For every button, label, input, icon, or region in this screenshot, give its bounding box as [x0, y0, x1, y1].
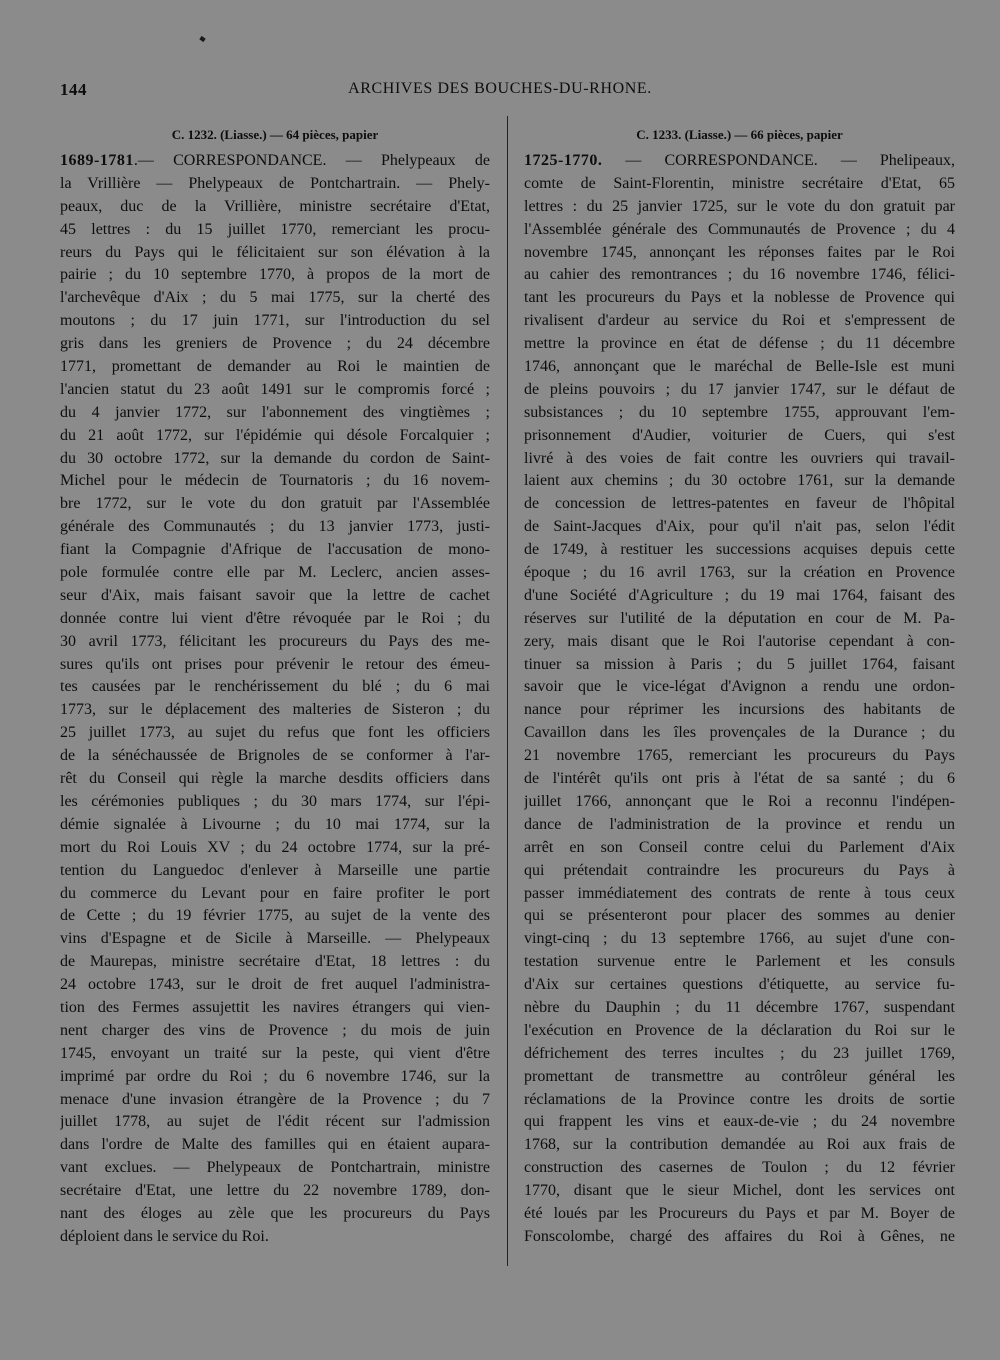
text-line: zery, mais disant que le Roi l'autorise cependant à con- [524, 632, 955, 650]
running-title: ARCHIVES DES BOUCHES-DU-RHONE. [348, 80, 652, 97]
text-line: moutons ; du 17 juin 1771, sur l'introduction du sel [60, 312, 490, 330]
text-line: nent charger des vins de Provence ; du mois de juin [60, 1021, 490, 1039]
text-line: vant exclues. — Phelypeaux de Pontchartrain, ministre [60, 1159, 490, 1177]
text-line: secrétaire d'Etat, une lettre du 22 novembre 1789, don- [60, 1182, 490, 1200]
text-line: qui frappent les vins et eaux-de-vie ; du 24 novembre [524, 1113, 955, 1131]
page-number: 144 [60, 80, 87, 99]
text-line: imprimé par ordre du Roi ; du 6 novembre 1746, sur la [60, 1067, 490, 1085]
entry-text [60, 173, 490, 1249]
text-line: l'ancien statut du 23 août 1491 sur le compromis forcé ; [60, 380, 490, 398]
text-line: réserves sur l'utilité de la députation en cour de M. Pa- [524, 609, 955, 627]
text-line: 25 juillet 1773, au sujet du refus que font les officiers [60, 724, 490, 742]
text-line: 1745, envoyant un traité sur la peste, qui vient d'être [60, 1044, 490, 1062]
text-line: Michel pour le médecin de Tournatoris ; du 16 novem- [60, 472, 490, 490]
text-line: réclamations de la Province contre les droits de sortie [524, 1090, 955, 1108]
text-line: l'Assemblée générale des Communautés de Provence ; du 4 [524, 220, 955, 238]
column-left [60, 124, 490, 1249]
entry-text [524, 173, 955, 1249]
text-line: nance pour réprimer les incursions des habitants de [524, 701, 955, 719]
text-line: 1746, annonçant que le maréchal de Belle-Isle est muni [524, 358, 955, 376]
text-line: novembre 1745, annonçant les réponses faites par le Roi [524, 243, 955, 261]
text-line: été loués par les Procureurs du Pays et par M. Boyer de [524, 1204, 955, 1222]
entry-first-line-rest: — Phelipeaux, [817, 152, 955, 169]
text-line: Cavaillon dans les îles provençales de la Durance ; du [524, 724, 955, 742]
text-line: comte de Saint-Florentin, ministre secrétaire d'Etat, 65 [524, 174, 955, 192]
text-line: rivalisent d'ardeur au service du Roi et s'empressent de [524, 312, 955, 330]
text-line: de Cette ; du 19 février 1775, au sujet de la vente des [60, 907, 490, 925]
text-line: pole formulée contre elle par M. Leclerc, ancien asses- [60, 564, 490, 582]
text-line: lettres : du 25 janvier 1725, sur le vote du don gratuit par [524, 197, 955, 215]
text-line: tinuer sa mission à Paris ; du 5 juillet 1764, faisant [524, 655, 955, 673]
text-line: sures qu'ils ont prises pour prévenir le retour des émeu- [60, 655, 490, 673]
text-line: reurs du Pays qui le félicitaient sur son élévation à la [60, 243, 490, 261]
text-line: du 30 octobre 1772, sur la demande du cordon de Saint- [60, 449, 490, 467]
text-line: tention du Languedoc d'enlever à Marseille une partie [60, 861, 490, 879]
text-line: au cahier des remontrances ; du 16 novembre 1746, félici- [524, 266, 955, 284]
text-line: gris dans les greniers de Provence ; du 24 décembre [60, 335, 490, 353]
text-line: promettant de transmettre au contrôleur général les [524, 1067, 955, 1085]
text-line: de l'intérêt qu'ils ont pris à l'état de sa santé ; du 6 [524, 770, 955, 788]
text-line: l'archevêque d'Aix ; du 5 mai 1775, sur la cherté des [60, 289, 490, 307]
text-line: qui prétendait contraindre les procureurs du Pays à [524, 861, 955, 879]
entry-date: 1689-1781 [60, 152, 134, 169]
text-line: prisonnement d'Audier, voiturier de Cuers, qui s'est [524, 426, 955, 444]
text-line: de 1749, à restituer les successions acquises depuis cette [524, 541, 955, 559]
text-line: 1771, promettant de demander au Roi le maintien de [60, 358, 490, 376]
text-line: testation survenue entre le Parlement et les consuls [524, 953, 955, 971]
text-line: construction des casernes de Toulon ; du 12 février [524, 1159, 955, 1177]
entry-label: CORRESPONDANCE. [173, 152, 327, 169]
text-line: de la sénéchaussée de Brignoles de se conformer à l'ar- [60, 747, 490, 765]
record-heading: C. 1233. (Liasse.) — 66 pièces, papier [636, 127, 843, 142]
text-line: peaux, duc de la Vrillière, ministre secrétaire d'Etat, [60, 197, 490, 215]
text-line: Fonscolombe, chargé des affaires du Roi à Gênes, ne [524, 1227, 955, 1245]
text-line: tant les procureurs du Pays et la noblesse de Provence qui [524, 289, 955, 307]
record-heading: C. 1232. (Liasse.) — 64 pièces, papier [171, 127, 379, 142]
column-divider [507, 116, 508, 1266]
text-line: pairie ; du 10 septembre 1770, à propos de la mort de [60, 266, 490, 284]
text-line: d'une Société d'Agriculture ; du 19 mai 1764, faisant des [524, 586, 955, 604]
text-line: de concession de lettres-patentes en faveur de l'hôpital [524, 495, 955, 513]
scan-speck [199, 36, 205, 42]
text-line: 1770, disant que le sieur Michel, dont les services ont [524, 1182, 955, 1200]
text-line: tes causées par le renchérissement du blé ; du 6 mai [60, 678, 490, 696]
text-line: 24 octobre 1743, sur le droit de fret auquel l'administra- [60, 976, 490, 994]
text-line: époque ; du 16 avril 1763, sur la création en Provence [524, 564, 955, 582]
text-line: 1768, sur la contribution demandée au Roi aux frais de [524, 1136, 955, 1154]
text-line: l'exécution en Provence de la déclaration du Roi sur le [524, 1021, 955, 1039]
text-line: nèbre du Dauphin ; du 11 décembre 1767, suspendant [524, 998, 955, 1016]
text-line: seur d'Aix, mais faisant savoir que la lettre de cachet [60, 586, 490, 604]
text-line: 1773, sur le déplacement des malteries de Sisteron ; du [60, 701, 490, 719]
text-line: tion des Fermes assujettit les navires étrangers qui vien- [60, 998, 490, 1016]
text-line: juillet 1766, annonçant que le Roi a reconnu l'indépen- [524, 792, 955, 810]
text-line: démie signalée à Livourne ; du 10 mai 1774, sur la [60, 815, 490, 833]
text-line: vingt-cinq ; du 13 septembre 1766, au sujet d'une con- [524, 930, 955, 948]
text-line: du commerce du Levant pour en faire profiter le port [60, 884, 490, 902]
text-line: fiant la Compagnie d'Afrique de l'accusation de mono- [60, 541, 490, 559]
text-line: mort du Roi Louis XV ; du 24 octobre 1774, sur la pré- [60, 838, 490, 856]
text-line: subsistances ; du 10 septembre 1755, approuvant l'em- [524, 403, 955, 421]
text-line: 21 novembre 1765, remerciant les procureurs du Pays [524, 747, 955, 765]
entry-date: 1725-1770. [524, 152, 603, 169]
text-line: défrichement des terres incultes ; du 23 juillet 1769, [524, 1044, 955, 1062]
text-line: 30 avril 1773, félicitant les procureurs du Pays des me- [60, 632, 490, 650]
text-line: nant des éloges au zèle que les procureurs du Pays [60, 1204, 490, 1222]
text-line: juillet 1778, au sujet de l'édit récent sur l'admission [60, 1113, 490, 1131]
text-line: de Maurepas, ministre secrétaire d'Etat, 18 lettres : du [60, 953, 490, 971]
text-line: de Saint-Jacques d'Aix, pour qu'il n'ait pas, selon l'édit [524, 518, 955, 536]
text-line: dans l'ordre de Malte des familles qui en étaient aupara- [60, 1136, 490, 1154]
text-line: 45 lettres : du 15 juillet 1770, remerciant les procu- [60, 220, 490, 238]
text-line: rêt du Conseil qui règle la marche desdits officiers dans [60, 770, 490, 788]
text-line: donnée contre lui vient d'être révoquée par le Roi ; du [60, 609, 490, 627]
entry-first-line: 1725-1770. — CORRESPONDANCE. — Phelipeaux, [524, 152, 955, 169]
text-line: passer immédiatement des contrats de rente à tous ceux [524, 884, 955, 902]
text-line: livré à des voies de fait contre les ouvriers qui travail- [524, 449, 955, 467]
text-line: les cérémonies publiques ; du 30 mars 1774, sur l'épi- [60, 792, 490, 810]
text-line: dance de l'administration de la province et rendu un [524, 815, 955, 833]
text-line: d'Aix sur certaines questions d'étiquette, au service fu- [524, 976, 955, 994]
text-line: qui se présenteront pour placer des sommes au denier [524, 907, 955, 925]
text-line: bre 1772, sur le vote du don gratuit par l'Assemblée [60, 495, 490, 513]
entry-first-line: 1689-1781.— CORRESPONDANCE. — Phelypeaux de [60, 152, 490, 169]
text-line: laient aux chemins ; du 30 octobre 1761, sur la demande [524, 472, 955, 490]
text-line: arrêt en son Conseil contre celui du Parlement d'Aix [524, 838, 955, 856]
text-line: savoir que le vice-légat d'Avignon a rendu une ordon- [524, 678, 955, 696]
text-line: générale des Communautés ; du 13 janvier 1773, justi- [60, 518, 490, 536]
entry-label: CORRESPONDANCE. [664, 152, 818, 169]
text-line: du 4 janvier 1772, sur l'abonnement des vingtièmes ; [60, 403, 490, 421]
text-line: du 21 août 1772, sur l'épidémie qui désole Forcalquier ; [60, 426, 490, 444]
text-line: vins d'Espagne et de Sicile à Marseille. — Phelypeaux [60, 930, 490, 948]
text-line: mettre la province en état de défense ; du 11 décembre [524, 335, 955, 353]
column-right [524, 124, 955, 1249]
text-line: menace d'une invasion étrangère de la Provence ; du 7 [60, 1090, 490, 1108]
text-line: déploient dans le service du Roi. [60, 1227, 269, 1245]
text-line: de pleins pouvoirs ; du 17 janvier 1747, sur le défaut de [524, 380, 955, 398]
text-line: la Vrillière — Phelypeaux de Pontchartrain. — Phely- [60, 174, 490, 192]
entry-first-line-rest: — Phelypeaux de [326, 152, 490, 169]
